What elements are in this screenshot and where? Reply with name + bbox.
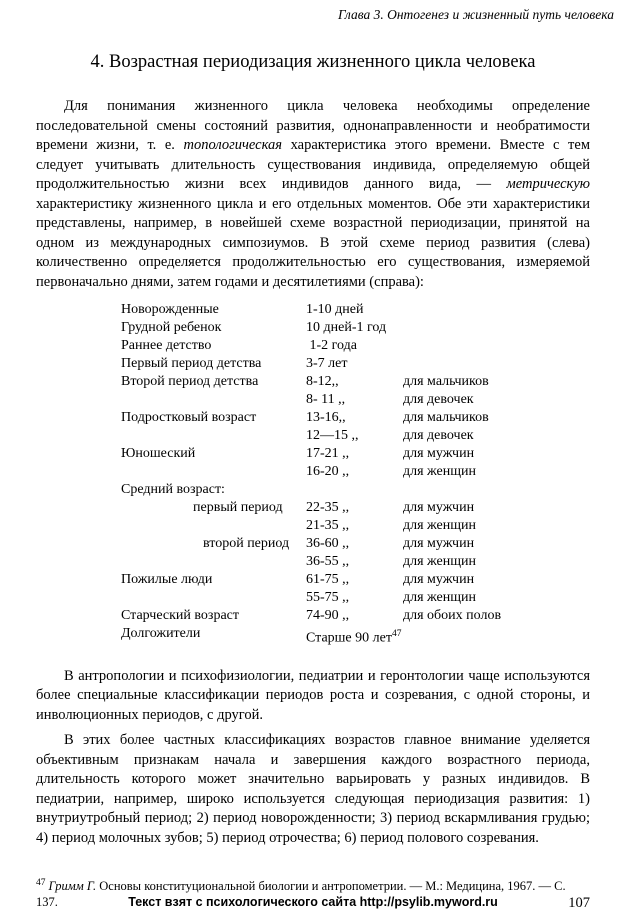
period-range bbox=[306, 481, 403, 499]
period-range: 74-90 ,, bbox=[306, 608, 350, 623]
table-row bbox=[121, 589, 590, 607]
period-label: второй период bbox=[203, 536, 290, 551]
italic-term-topological: топологическая bbox=[183, 137, 283, 153]
period-note: для женщин bbox=[403, 554, 477, 569]
period-note: для мужчин bbox=[403, 572, 475, 587]
period-note: для мальчиков bbox=[403, 374, 489, 389]
period-label: Раннее детство bbox=[121, 338, 212, 353]
anthropology-paragraph: В антропологии и психофизиологии, педиатрии и геронтологии чаще используются более специальные классификации периодов роста и созревания, с одной стороны, и инволюционных периодов, с другой. bbox=[36, 667, 590, 723]
table-row bbox=[121, 535, 590, 553]
period-note: для мужчин bbox=[403, 500, 475, 515]
period-range: 21-35 ,, bbox=[306, 518, 350, 533]
table-row bbox=[121, 517, 590, 535]
table-row bbox=[121, 337, 590, 355]
table-row bbox=[121, 571, 590, 589]
page-title: 4. Возрастная периодизация жизненного цикла человека bbox=[90, 52, 536, 72]
period-range: 3-7 лет bbox=[306, 356, 348, 371]
period-label: Подростковый возраст bbox=[121, 410, 257, 425]
footer-source-line: Текст взят с психологического сайта http://psylib.myword.ru bbox=[128, 895, 498, 909]
period-range: 12—15 ,, bbox=[306, 428, 359, 443]
period-label: Средний возраст: bbox=[121, 482, 225, 497]
period-range: 1-2 года bbox=[306, 338, 357, 353]
period-note: для девочек bbox=[403, 428, 474, 443]
period-note bbox=[403, 337, 590, 355]
classification-paragraph: В этих более частных классификациях возрастов главное внимание уделяется объективным признакам начала и завершения каждого возрастного периода, длительность которого может значительно варьировать у разных индивидов. В педиатрии, например, широко используется следующая периодизация развития: 1) внутриутробный период; 2) период новорожденности; 3) период вскармливания грудью; 4) период молочных зубов; 5) период отрочества; 6) период полового созревания. bbox=[36, 732, 590, 846]
paragraph-text: Для понимания жизненного цикла человека необходимы определение последовательной смены состояний развития, однонаправленности и необратимости времени жизни, т. е. bbox=[36, 98, 590, 153]
period-label: Юношеский bbox=[121, 446, 196, 461]
period-label bbox=[121, 553, 306, 571]
period-range: 8- 11 ,, bbox=[306, 392, 346, 407]
page-footer bbox=[36, 893, 590, 911]
period-label: Первый период детства bbox=[121, 356, 262, 371]
paragraph-text: характеристика этого времени. Вместе с тем следует учитывать длительность существования индивида, определяемую общей продолжительностью жизни всех индивидов данного вида, — bbox=[36, 137, 590, 192]
period-range: 8-12,, bbox=[306, 374, 339, 389]
period-range bbox=[306, 625, 403, 648]
period-range: 16-20 ,, bbox=[306, 464, 350, 479]
footnote-text: Основы конституциональной биологии и антропометрии. — М.: Медицина, 1967. — С. 137. bbox=[36, 879, 566, 910]
period-note bbox=[403, 355, 590, 373]
period-label bbox=[121, 517, 306, 535]
table-row bbox=[121, 607, 590, 625]
period-range: 36-55 ,, bbox=[306, 554, 350, 569]
period-label bbox=[121, 427, 306, 445]
age-periods-table bbox=[121, 301, 590, 648]
table-row bbox=[121, 301, 590, 319]
table-row bbox=[121, 625, 590, 648]
period-label: Пожилые люди bbox=[121, 572, 213, 587]
period-note bbox=[403, 319, 590, 337]
table-row bbox=[121, 319, 590, 337]
period-range: 10 дней-1 год bbox=[306, 320, 387, 335]
period-note bbox=[403, 625, 590, 648]
period-label bbox=[121, 589, 306, 607]
italic-term-metric: метрическую bbox=[506, 176, 590, 192]
period-note: для женщин bbox=[403, 590, 477, 605]
intro-paragraph bbox=[36, 97, 590, 292]
period-range: 13-16,, bbox=[306, 410, 346, 425]
period-range: 17-21 ,, bbox=[306, 446, 350, 461]
period-label: Грудной ребенок bbox=[121, 320, 222, 335]
table-row bbox=[121, 355, 590, 373]
period-note: для мальчиков bbox=[403, 410, 489, 425]
table-row bbox=[121, 427, 590, 445]
period-label: Второй период детства bbox=[121, 374, 259, 389]
period-note bbox=[403, 481, 590, 499]
footnote-author: Гримм Г. bbox=[48, 879, 97, 894]
table-row bbox=[121, 445, 590, 463]
period-range: 61-75 ,, bbox=[306, 572, 350, 587]
table-row bbox=[121, 481, 590, 499]
paragraph-text: характеристику жизненного цикла и его отдельных моментов. Обе эти характеристики представлены, например, в новейшей схеме возрастной периодизации, принятой на одном из международных симпозиумов. В этой схеме период развития (слева) количественно определяется продолжительностью его существования, измеряемой первоначально днями, затем годами и десятилетиями (справа): bbox=[36, 195, 590, 290]
chapter-running-head: Глава 3. Онтогенез и жизненный путь человека bbox=[337, 7, 614, 22]
period-note: для обоих полов bbox=[403, 608, 502, 623]
period-label: Старческий возраст bbox=[121, 608, 240, 623]
period-range: 22-35 ,, bbox=[306, 500, 350, 515]
period-label: первый период bbox=[193, 500, 283, 515]
period-note: для мужчин bbox=[403, 446, 475, 461]
period-note: для мужчин bbox=[403, 536, 475, 551]
table-row bbox=[121, 391, 590, 409]
table-row bbox=[121, 499, 590, 517]
period-label: Новорожденные bbox=[121, 302, 219, 317]
page-number: 107 bbox=[568, 895, 590, 911]
period-note: для женщин bbox=[403, 518, 477, 533]
period-label: Долгожители bbox=[121, 626, 201, 641]
period-range-text: Старше 90 лет bbox=[306, 630, 392, 646]
period-label bbox=[121, 463, 306, 481]
period-label bbox=[121, 391, 306, 409]
table-row bbox=[121, 373, 590, 391]
table-row bbox=[121, 409, 590, 427]
period-range: 1-10 дней bbox=[306, 302, 364, 317]
table-row bbox=[121, 553, 590, 571]
period-note: для девочек bbox=[403, 392, 474, 407]
period-note bbox=[403, 301, 590, 319]
footnote-marker: 47 bbox=[36, 878, 46, 889]
period-note: для женщин bbox=[403, 464, 477, 479]
table-row bbox=[121, 463, 590, 481]
period-range: 55-75 ,, bbox=[306, 590, 350, 605]
footnote-ref: 47 bbox=[391, 629, 402, 639]
period-range: 36-60 ,, bbox=[306, 536, 350, 551]
